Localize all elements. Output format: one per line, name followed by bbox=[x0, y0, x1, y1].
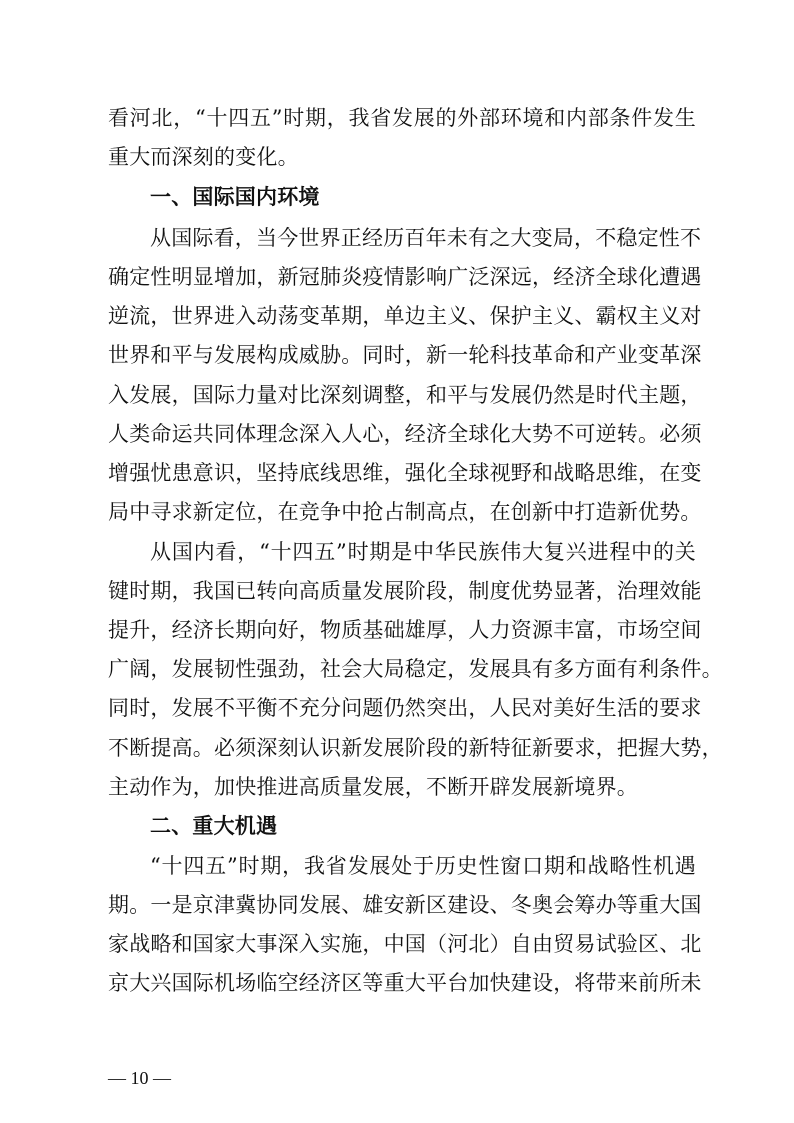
paragraph-line: 看河北，“十四五”时期，我省发展的外部环境和内部条件发生 bbox=[108, 106, 696, 130]
paragraph-line: 期。一是京津冀协同发展、雄安新区建设、冬奥会筹办等重大国 bbox=[108, 893, 702, 917]
paragraph-line: 键时期，我国已转向高质量发展阶段，制度优势显著，治理效能 bbox=[108, 579, 702, 603]
paragraph-line: 确定性明显增加，新冠肺炎疫情影响广泛深远，经济全球化遭遇 bbox=[108, 265, 702, 289]
paragraph-line: 重大而深刻的变化。 bbox=[108, 145, 299, 169]
paragraph-line: 京大兴国际机场临空经济区等重大平台加快建设，将带来前所未 bbox=[108, 971, 702, 995]
paragraph-line: “十四五”时期，我省发展处于历史性窗口期和战略性机遇 bbox=[150, 854, 696, 878]
paragraph-line: 增强忧患意识，坚持底线思维，强化全球视野和战略思维，在变 bbox=[108, 461, 702, 485]
paragraph-line: 世界和平与发展构成威胁。同时，新一轮科技革命和产业变革深 bbox=[108, 343, 702, 367]
paragraph-line: 人类命运共同体理念深入人心，经济全球化大势不可逆转。必须 bbox=[108, 422, 702, 446]
paragraph-line: 逆流，世界进入动荡变革期，单边主义、保护主义、霸权主义对 bbox=[108, 304, 702, 328]
section-heading: 一、国际国内环境 bbox=[150, 185, 320, 209]
paragraph-line: 入发展，国际力量对比深刻调整，和平与发展仍然是时代主题， bbox=[108, 383, 702, 407]
paragraph-line: 广阔，发展韧性强劲，社会大局稳定，发展具有多方面有利条件。 bbox=[108, 657, 723, 681]
paragraph-line: 主动作为，加快推进高质量发展，不断开辟发展新境界。 bbox=[108, 775, 638, 799]
paragraph-line: 家战略和国家大事深入实施，中国（河北）自由贸易试验区、北 bbox=[108, 932, 702, 956]
paragraph-line: 同时，发展不平衡不充分问题仍然突出，人民对美好生活的要求 bbox=[108, 696, 702, 720]
paragraph-line: 从国际看，当今世界正经历百年未有之大变局，不稳定性不 bbox=[150, 226, 702, 250]
paragraph-line: 提升，经济长期向好，物质基础雄厚，人力资源丰富，市场空间 bbox=[108, 618, 702, 642]
paragraph-line: 局中寻求新定位，在竞争中抢占制高点，在创新中打造新优势。 bbox=[108, 500, 702, 524]
paragraph-line: 从国内看，“十四五”时期是中华民族伟大复兴进程中的关 bbox=[150, 540, 696, 564]
paragraph-line: 不断提高。必须深刻认识新发展阶段的新特征新要求，把握大势， bbox=[108, 736, 723, 760]
page-number: — 10 — bbox=[108, 1068, 171, 1088]
section-heading: 二、重大机遇 bbox=[150, 814, 278, 838]
